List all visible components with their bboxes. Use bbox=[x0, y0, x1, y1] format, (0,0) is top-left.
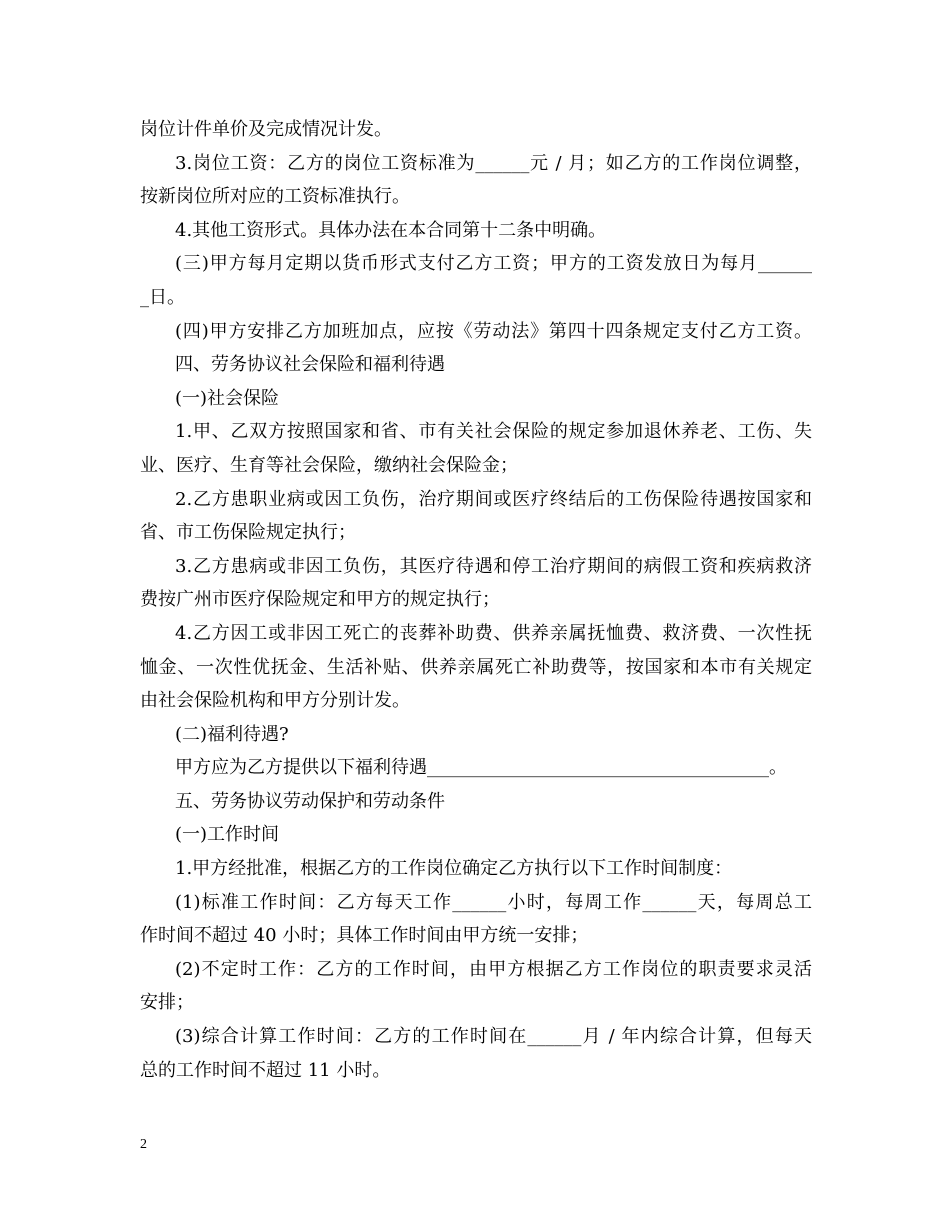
text-line: 4.乙方因工或非因工死亡的丧葬补助费、供养亲属抚恤费、救济费、一次性抚 bbox=[175, 622, 812, 644]
text-line: (3)综合计算工作时间：乙方的工作时间在______月 / 年内综合计算，但每天 bbox=[175, 1026, 812, 1048]
text-line: (三)甲方每月定期以货币形式支付乙方工资；甲方的工资发放日为每月______ bbox=[175, 253, 812, 275]
text-line: 3.岗位工资：乙方的岗位工资标准为______元 / 月；如乙方的工作岗位调整， bbox=[175, 152, 812, 174]
subsection-heading: (二)福利待遇? bbox=[175, 723, 289, 745]
subsection-heading: (一)工作时间 bbox=[175, 824, 280, 846]
text-line: 按新岗位所对应的工资标准执行。 bbox=[140, 186, 410, 208]
text-line: 4.其他工资形式。具体办法在本合同第十二条中明确。 bbox=[175, 219, 607, 241]
text-line: _日。 bbox=[140, 286, 185, 308]
text-line: 3.乙方患病或非因工负伤，其医疗待遇和停工治疗期间的病假工资和疾病救济 bbox=[175, 555, 812, 577]
text-line: 业、医疗、生育等社会保险，缴纳社会保险金； bbox=[140, 454, 518, 476]
text-line: (1)标准工作时间：乙方每天工作______小时，每周工作______天，每周总工 bbox=[175, 891, 812, 913]
text-line: 1.甲、乙双方按照国家和省、市有关社会保险的规定参加退休养老、工伤、失 bbox=[175, 421, 812, 443]
document-body bbox=[140, 113, 812, 1087]
section-heading: 五、劳务协议劳动保护和劳动条件 bbox=[175, 790, 445, 812]
text-line: 安排； bbox=[140, 992, 194, 1014]
page-number: 2 bbox=[140, 1137, 147, 1152]
text-line: 2.乙方患职业病或因工负伤，治疗期间或医疗终结后的工伤保险待遇按国家和 bbox=[175, 488, 812, 510]
text-line: 1.甲方经批准，根据乙方的工作岗位确定乙方执行以下工作时间制度： bbox=[175, 858, 733, 880]
text-line: (四)甲方安排乙方加班加点，应按《劳动法》第四十四条规定支付乙方工资。 bbox=[175, 320, 812, 342]
section-heading: 四、劳务协议社会保险和福利待遇 bbox=[175, 354, 445, 376]
text-line: 甲方应为乙方提供以下福利待遇______________________________________。 bbox=[175, 757, 787, 779]
text-line: 省、市工伤保险规定执行； bbox=[140, 522, 356, 544]
text-line: 作时间不超过 40 小时；具体工作时间由甲方统一安排； bbox=[140, 925, 589, 947]
text-line: 总的工作时间不超过 11 小时。 bbox=[140, 1059, 391, 1081]
text-line: (2)不定时工作：乙方的工作时间，由甲方根据乙方工作岗位的职责要求灵活 bbox=[175, 958, 812, 980]
text-line: 由社会保险机构和甲方分别计发。 bbox=[140, 690, 410, 712]
text-line: 恤金、一次性优抚金、生活补贴、供养亲属死亡补助费等，按国家和本市有关规定 bbox=[140, 656, 812, 678]
text-line: 费按广州市医疗保险规定和甲方的规定执行； bbox=[140, 589, 500, 611]
text-line: 岗位计件单价及完成情况计发。 bbox=[140, 119, 392, 140]
subsection-heading: (一)社会保险 bbox=[175, 387, 280, 409]
